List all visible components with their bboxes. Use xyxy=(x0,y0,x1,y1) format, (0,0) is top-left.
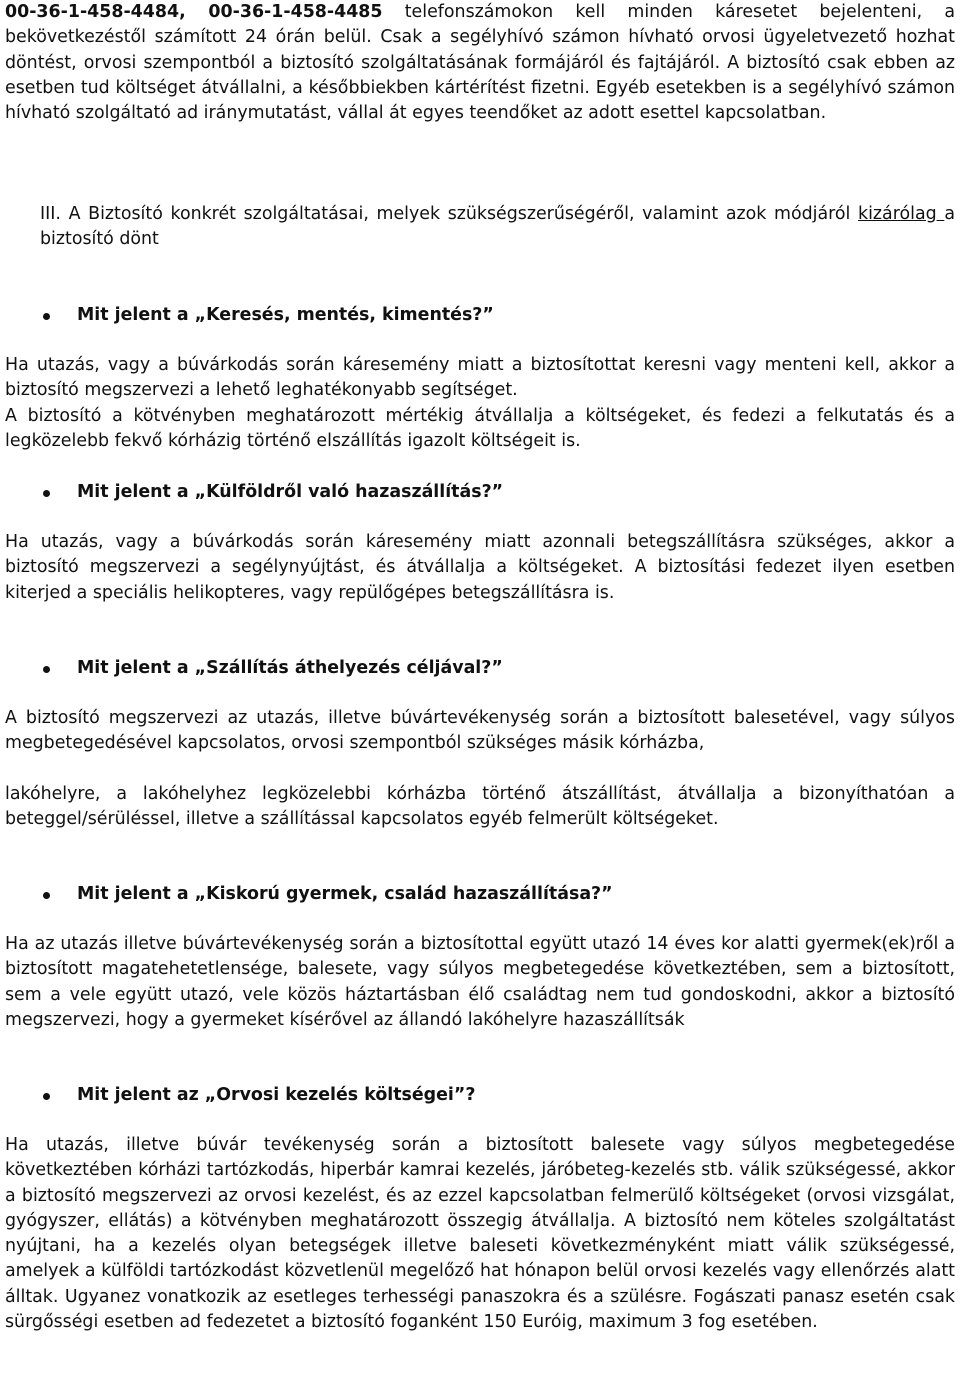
section-iii-paragraph xyxy=(40,202,955,253)
bullet-icon xyxy=(43,892,50,899)
section-iii-prefix: III. A Biztosító konkrét szolgáltatásai, melyek szükségszerűségéről, valamint azok módjáról xyxy=(40,204,859,224)
heading-text: Mit jelent az „Orvosi kezelés költségei”? xyxy=(77,1085,476,1105)
paragraph: Ha az utazás illetve búvártevékenység során a biztosítottal együtt utazó 14 éves kor alatti gyermek(ek)ről a biztosított magatehetetlensége, balesete, vagy súlyos megbetegedése következtében, sem a biztosított, sem a vele együtt utazó, vele közös háztartásban élő családtag nem tud gondoskodni, akkor a biztosító megszervezi, hogy a gyermeket kísérővel az állandó lakóhelyre hazaszállítsák xyxy=(5,934,955,1030)
section-iii-suffix: a biztosító dönt xyxy=(40,204,955,250)
bullet-icon xyxy=(43,313,50,320)
section-heading-transfer xyxy=(5,656,955,681)
intro-text: telefonszámokon kell minden káresetet bejelenteni, a bekövetkezéstől számított 24 órán belül. Csak a segélyhívó számon hívható orvosi ügyeletvezető hozhat döntést, orvosi szempontból a biztosító szolgáltatásának formájáról és fajtájáról. A biztosító csak ebben az esetben tud költséget átvállalni, a későbbiekben kártérítést fizetni. Egyéb esetekben is a segélyhívó számon hívható szolgáltató ad iránymutatást, vállal át egyes teendőket az adott esettel kapcsolatban. xyxy=(5,2,955,124)
section-heading-search-rescue xyxy=(5,303,955,328)
paragraph: Ha utazás, vagy a búvárkodás során káresemény miatt a biztosítottat keresni vagy menteni kell, akkor a biztosító megszervezi a lehető leghatékonyabb segítséget. xyxy=(5,355,955,401)
phone-numbers: 00-36-1-458-4484, 00-36-1-458-4485 xyxy=(5,2,383,22)
intro-paragraph xyxy=(5,0,955,126)
heading-text: Mit jelent a „Szállítás áthelyezés céljával?” xyxy=(77,658,503,678)
bullet-icon xyxy=(43,490,50,497)
bullet-icon xyxy=(43,666,50,673)
section-heading-medical-costs xyxy=(5,1083,955,1108)
heading-text: Mit jelent a „Keresés, mentés, kimentés?” xyxy=(77,305,494,325)
heading-text: Mit jelent a „Külföldről való hazaszállítás?” xyxy=(77,482,504,502)
paragraph: lakóhelyre, a lakóhelyhez legközelebbi kórházba történő átszállítást, átvállalja a bizonyíthatóan a beteggel/sérüléssel, illetve a szállítással kapcsolatos egyéb felmerült költségeket. xyxy=(5,784,955,830)
paragraph: Ha utazás, vagy a búvárkodás során káresemény miatt azonnali betegszállításra szükséges, akkor a biztosító megszervezi a segélynyújtást, és átvállalja a költségeket. A biztosítási fedezet ilyen esetben kiterjed a speciális helikopteres, vagy repülőgépes betegszállításra is. xyxy=(5,532,955,603)
paragraph: A biztosító megszervezi az utazás, illetve búvártevékenység során a biztosított balesetével, vagy súlyos megbetegedésével kapcsolatos, orvosi szempontból szükséges másik kórházba, xyxy=(5,708,955,754)
section-iii-underlined: kizárólag xyxy=(858,204,945,224)
heading-text: Mit jelent a „Kiskorú gyermek, család hazaszállítása?” xyxy=(77,884,613,904)
bullet-icon xyxy=(43,1093,50,1100)
paragraph: A biztosító a kötvényben meghatározott mértékig átvállalja a költségeket, és fedezi a felkutatás és a legközelebb fekvő kórházig történő elszállítás igazolt költségeit is. xyxy=(5,406,955,452)
section-heading-child-family xyxy=(5,882,955,907)
paragraph: Ha utazás, illetve búvár tevékenység során a biztosított balesete vagy súlyos megbetegedése következtében kórházi tartózkodás, hiperbár kamrai kezelés, járóbeteg-kezelés stb. válik szükségessé, akkor a biztosító megszervezi az orvosi kezelést, és az ezzel kapcsolatban felmerülő költségeket (orvosi vizsgálat, gyógyszer, ellátás) a kötvényben meghatározott összegig átvállalja. A biztosító nem köteles szolgáltatást nyújtani, ha a kezelés olyan betegségek illetve baleseti következményként miatt válik szükségessé, amelyek a külföldi tartózkodást közvetlenül megelőző hat hónapon belül orvosi kezelés vagy ellenőrzés alatt álltak. Ugyanez vonatkozik az esetleges terhességi panaszokra és a szülésre. Fogászati panasz esetén csak sürgősségi esetben ad fedezetet a biztosító foganként 150 Euróig, maximum 3 fog esetében. xyxy=(5,1135,955,1333)
section-heading-repatriation xyxy=(5,480,955,505)
